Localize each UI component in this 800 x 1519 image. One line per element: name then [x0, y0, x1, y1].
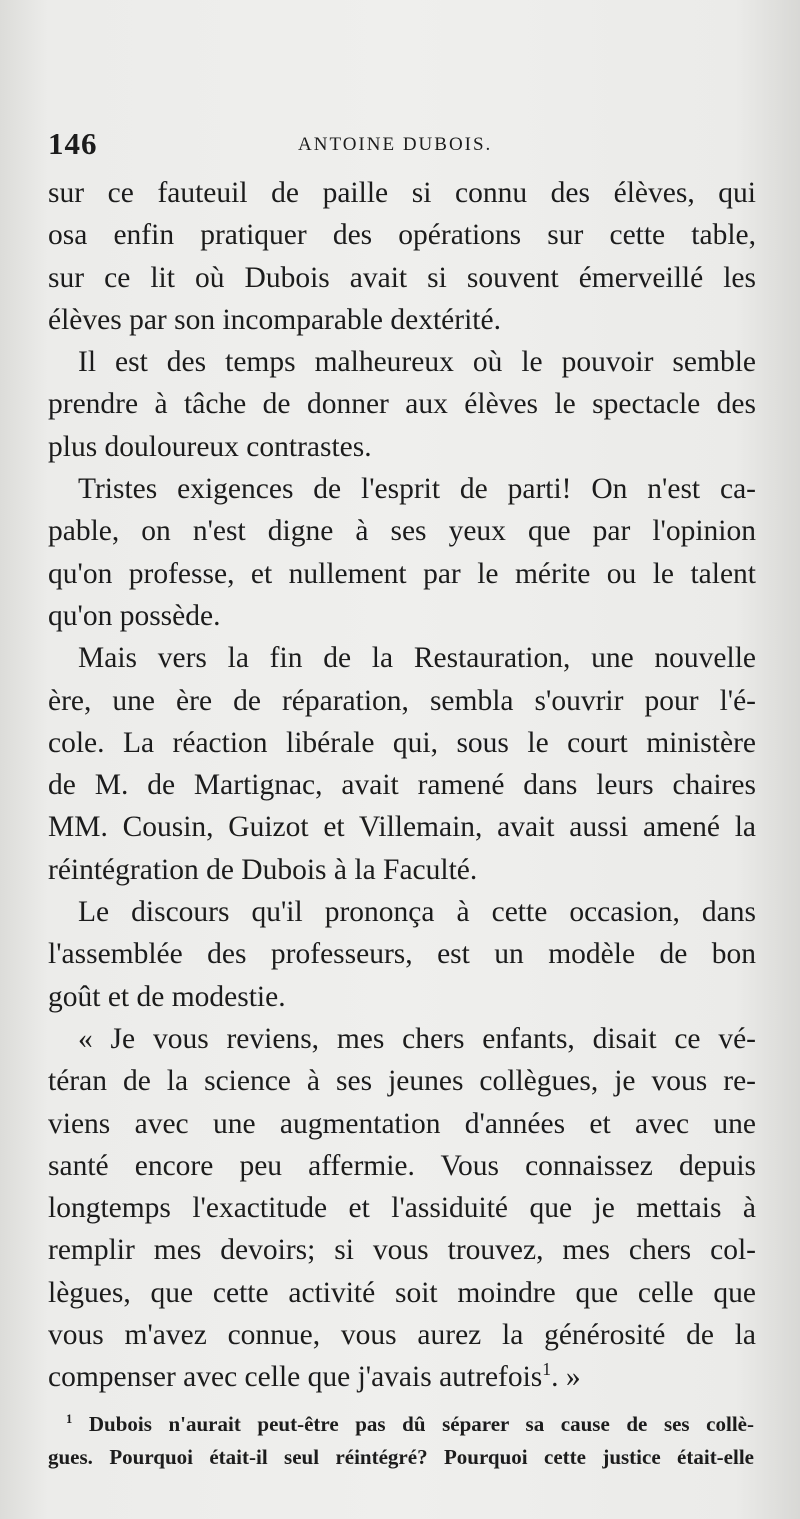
text-line: élèves par son incomparable dextérité.: [48, 303, 501, 336]
text-line: MM. Cousin, Guizot et Villemain, avait aussi amené la: [48, 811, 756, 844]
text-line: remplir mes devoirs; si vous trouvez, mes chers col-: [48, 1234, 756, 1267]
text-line: « Je vous reviens, mes chers enfants, disait ce vé-: [78, 1022, 756, 1055]
text-line: Il est des temps malheureux où le pouvoir semble: [78, 346, 756, 379]
footnote-line: gues. Pourquoi était-il seul réintégré? Pourquoi cette justice était-elle: [48, 1445, 754, 1469]
text-line: longtemps l'exactitude et l'assiduité que je mettais à: [48, 1192, 756, 1225]
text-line: réintégration de Dubois à la Faculté.: [48, 853, 478, 886]
text-line: qu'on possède.: [48, 599, 221, 632]
text-line: sur ce fauteuil de paille si connu des élèves, qui: [48, 177, 756, 209]
text-line: goût et de modestie.: [48, 980, 286, 1013]
text-line: de M. de Martignac, avait ramené dans leurs chaires: [48, 769, 756, 802]
text-line: sur ce lit où Dubois avait si souvent émerveillé les: [48, 261, 756, 294]
text-line: Le discours qu'il prononça à cette occasion, dans: [78, 896, 756, 929]
footnote-line: [48, 1408, 754, 1441]
running-title: ANTOINE DUBOIS.: [298, 134, 493, 155]
text-line: qu'on professe, et nullement par le mérite ou le talent: [48, 557, 756, 590]
closing-text: compenser avec celle que j'avais autrefois: [48, 1361, 543, 1394]
body-text: [48, 172, 756, 1399]
footnote-text: Dubois n'aurait peut-être pas dû séparer sa cause de ses collè-: [88, 1412, 754, 1436]
text-line: pable, on n'est digne à ses yeux que par l'opinion: [48, 515, 756, 548]
text-line: Mais vers la fin de la Restauration, une nouvelle: [78, 642, 756, 675]
text-line: plus douloureux contrastes.: [48, 430, 372, 463]
closing-quote: . »: [551, 1361, 581, 1394]
footnote-marker: 1: [66, 1412, 73, 1426]
footnote: [48, 1408, 754, 1474]
text-line: osa enfin pratiquer des opérations sur cette table,: [48, 219, 756, 252]
page-number: 146: [48, 126, 98, 161]
text-line: Tristes exigences de l'esprit de parti! On n'est ca-: [78, 473, 756, 506]
text-line: ère, une ère de réparation, sembla s'ouvrir pour l'é-: [48, 684, 756, 717]
text-line: téran de la science à ses jeunes collègues, je vous re-: [48, 1065, 756, 1098]
text-line-closing: [48, 1356, 756, 1398]
page-header: [48, 126, 758, 166]
text-line: vous m'avez connue, vous aurez la générosité de la: [48, 1319, 756, 1352]
text-line: santé encore peu affermie. Vous connaissez depuis: [48, 1149, 756, 1182]
text-line: l'assemblée des professeurs, est un modèle de bon: [48, 938, 756, 971]
text-line: prendre à tâche de donner aux élèves le spectacle des: [48, 388, 756, 421]
footnote-reference[interactable]: 1: [542, 1359, 552, 1380]
text-line: lègues, que cette activité soit moindre que celle que: [48, 1276, 756, 1309]
text-line: viens avec une augmentation d'années et avec une: [48, 1107, 756, 1140]
text-line: cole. La réaction libérale qui, sous le court ministère: [48, 726, 756, 759]
